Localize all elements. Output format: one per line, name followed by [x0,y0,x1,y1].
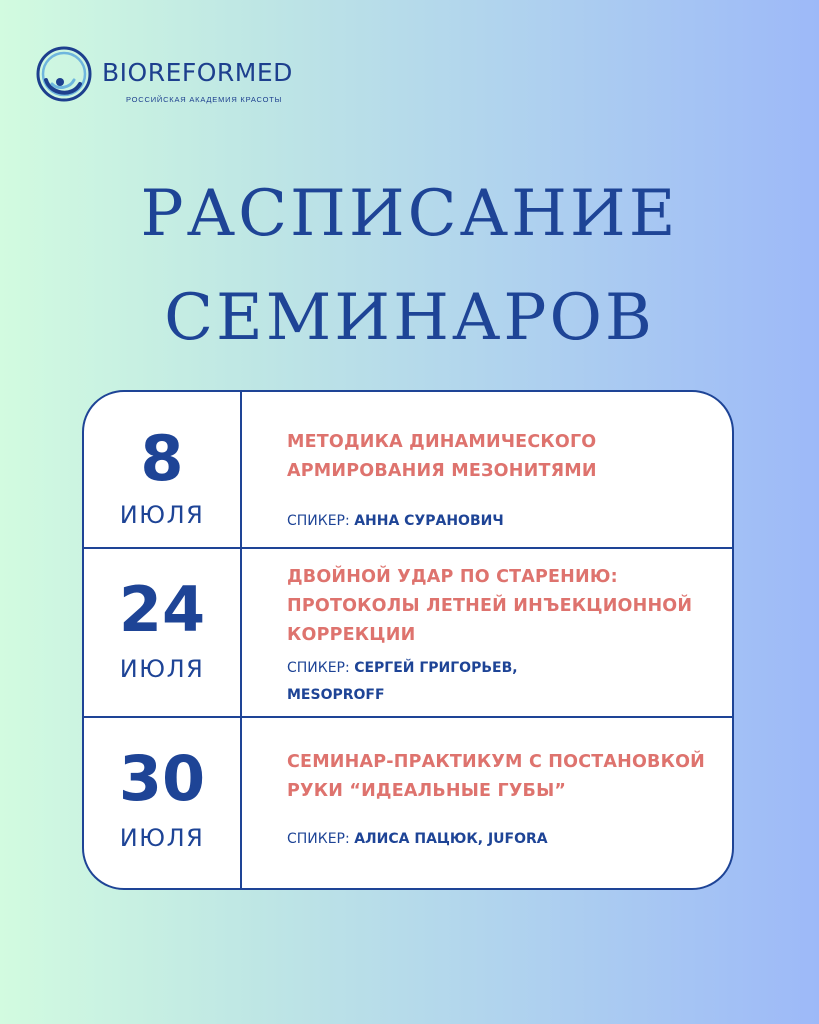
seminar-speaker [287,655,557,709]
seminar-row [84,392,732,547]
speaker-label: СПИКЕР: [287,831,350,847]
seminar-info [287,748,724,806]
speaker-label: СПИКЕР: [287,660,350,676]
seminar-title: СЕМИНАР-ПРАКТИКУМ С ПОСТАНОВКОЙ РУКИ “ИДЕАЛЬНЫЕ ГУБЫ” [287,752,706,801]
seminar-month: ИЮЛЯ [119,655,205,683]
seminar-month: ИЮЛЯ [119,824,205,852]
seminar-date [84,392,240,547]
seminar-info [287,428,724,486]
seminar-day: 24 [118,573,206,646]
brand-tagline: РОССИЙСКАЯ АКАДЕМИЯ КРАСОТЫ [126,95,283,104]
seminar-speaker [287,508,702,535]
speaker-name: СЕРГЕЙ ГРИГОРЬЕВ, MESOPROFF [287,660,518,703]
seminar-speaker [287,826,702,853]
brand-name: BIOREFORMED [102,58,293,87]
seminar-date [84,718,240,888]
speaker-label: СПИКЕР: [287,513,350,529]
seminar-date [84,549,240,716]
seminar-info [287,563,724,650]
seminar-title: МЕТОДИКА ДИНАМИЧЕСКОГО АРМИРОВАНИЯ МЕЗОНИТЯМИ [287,432,597,481]
seminar-row [84,718,732,888]
seminar-title: ДВОЙНОЙ УДАР ПО СТАРЕНИЮ: ПРОТОКОЛЫ ЛЕТНЕЙ ИНЪЕКЦИОННОЙ КОРРЕКЦИИ [287,567,693,645]
page-title-line-2: СЕМИНАРОВ [164,281,655,355]
speaker-name: АННА СУРАНОВИЧ [354,513,504,529]
spiral-logo-icon [34,44,94,104]
page-title-line-1: РАСПИСАНИЕ [140,177,679,251]
seminar-schedule-table [82,390,734,890]
seminar-month: ИЮЛЯ [119,501,205,529]
page-title [0,162,819,370]
seminar-row [84,549,732,716]
seminar-day: 30 [118,742,206,815]
brand-logo [34,44,334,106]
seminar-day: 8 [140,422,184,495]
speaker-name: АЛИСА ПАЦЮК, JUFORA [354,831,548,847]
